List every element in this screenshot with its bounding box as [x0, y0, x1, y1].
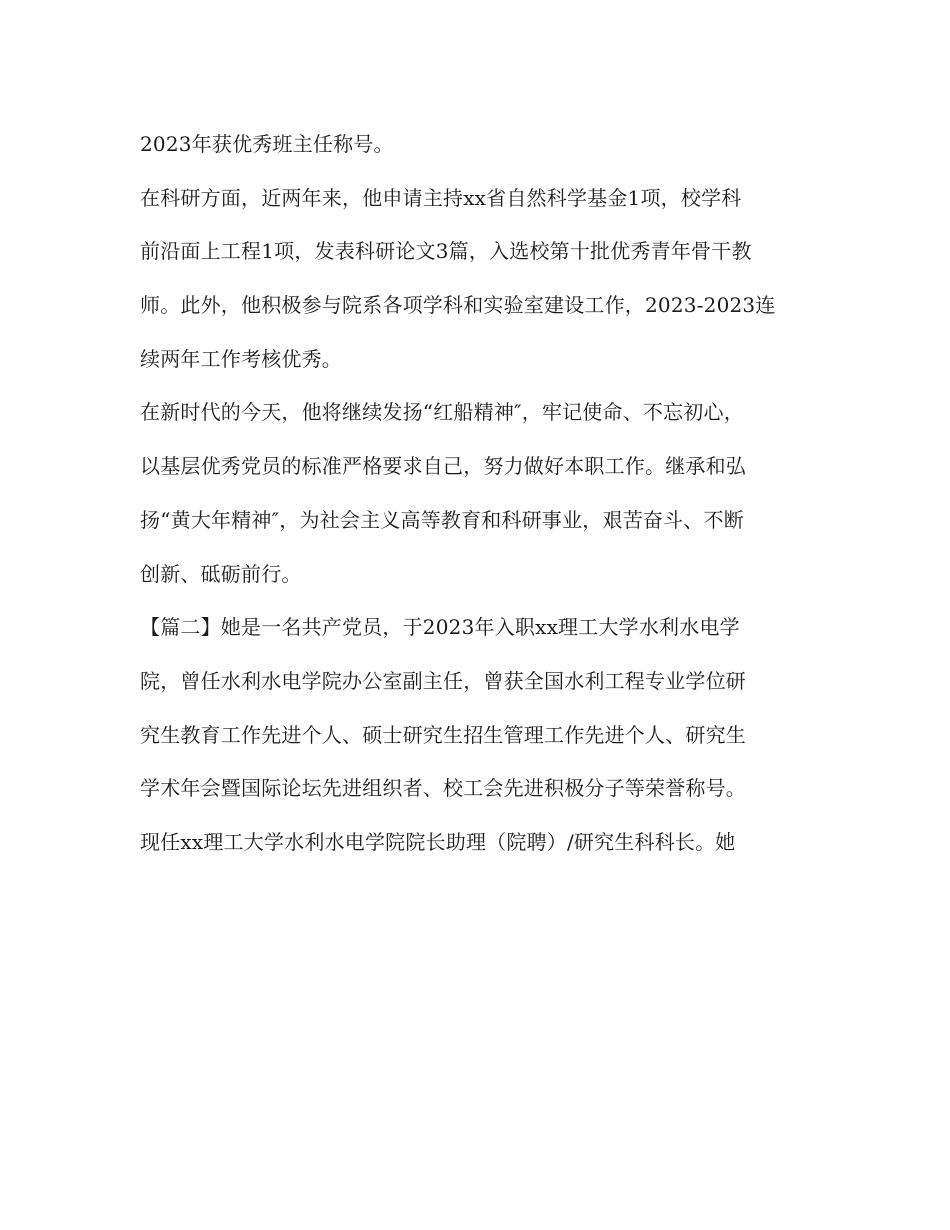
text-line: 前沿面上工程1项，发表科研论文3篇，入选校第十批优秀青年骨干教 [140, 239, 752, 264]
text-line: 师。此外，他积极参与院系各项学科和实验室建设工作，2023-2023连 [140, 293, 776, 318]
text-line: 【篇二】她是一名共产党员，于2023年入职xx理工大学水利水电学 [140, 615, 740, 640]
text-line: 扬“黄大年精神″，为社会主义高等教育和科研事业，艰苦奋斗、不断 [140, 507, 744, 532]
text-line: 2023年获优秀班主任称号。 [140, 132, 394, 156]
text-line: 以基层优秀党员的标准严格要求自己，努力做好本职工作。继承和弘 [140, 454, 746, 479]
body-text [140, 118, 820, 870]
text-line: 在新时代的今天，他将继续发扬“红船精神″，牢记使命、不忘初心， [140, 400, 744, 425]
text-line: 在科研方面，近两年来，他申请主持xx省自然科学基金1项，校学科 [140, 185, 742, 210]
text-line: 究生教育工作先进个人、硕士研究生招生管理工作先进个人、研究生 [140, 722, 746, 747]
text-line: 续两年工作考核优秀。 [140, 346, 342, 371]
text-line: 学术年会暨国际论坛先进组织者、校工会先进积极分子等荣誉称号。 [140, 776, 746, 801]
text-line: 创新、砥砺前行。 [140, 561, 302, 586]
text-line: 院，曾任水利水电学院办公室副主任，曾获全国水利工程专业学位研 [140, 668, 746, 693]
text-line: 现任xx理工大学水利水电学院院长助理（院聘）/研究生科科长。她 [140, 829, 736, 854]
